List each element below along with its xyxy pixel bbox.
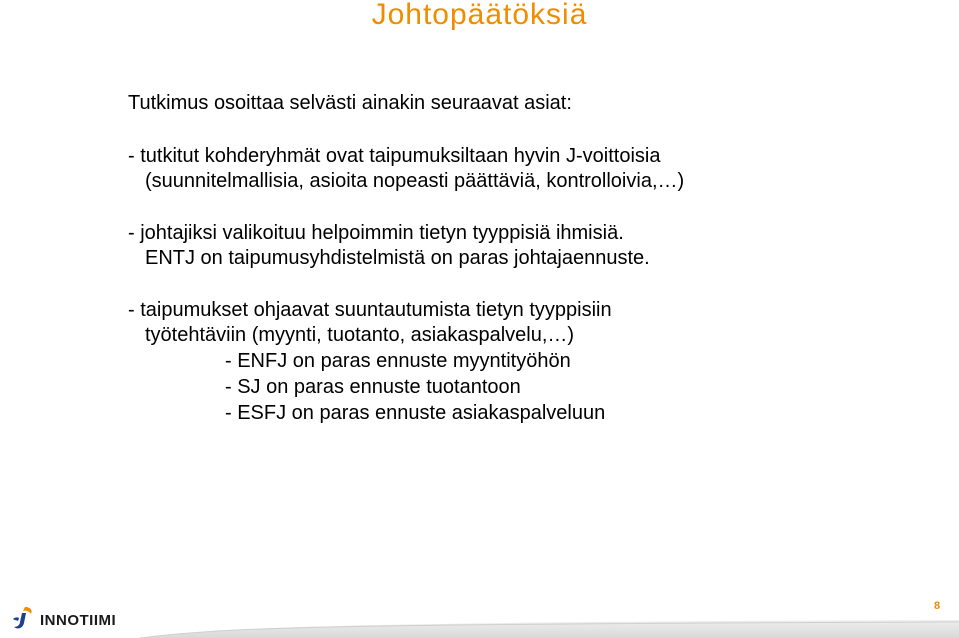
innotiimi-logo — [10, 606, 116, 634]
bullet-line-2: - johtajiksi valikoituu helpoimmin tietyn tyyppisiä ihmisiä. — [128, 222, 624, 244]
bullet-line-1-cont: (suunnitelmallisia, asioita nopeasti päättäviä, kontrolloivia,…) — [145, 170, 685, 192]
bullet-line-3-cont: työtehtäviin (myynti, tuotanto, asiakaspalvelu,…) — [145, 324, 575, 346]
sub-bullet-2: - SJ on paras ennuste tuotantoon — [225, 376, 521, 398]
bullet-line-1: - tutkitut kohderyhmät ovat taipumuksiltaan hyvin J-voittoisia — [128, 145, 661, 167]
sub-bullet-1: - ENFJ on paras ennuste myyntityöhön — [225, 350, 571, 372]
logo-text: INNOTIIMI — [40, 611, 117, 629]
slide-title: Johtopäätöksiä — [371, 0, 588, 31]
bullet-line-3: - taipumukset ohjaavat suuntautumista tietyn tyyppisiin — [128, 299, 612, 321]
innotiimi-logo-icon — [10, 605, 36, 636]
intro-line: Tutkimus osoittaa selvästi ainakin seuraavat asiat: — [128, 92, 572, 114]
bullet-line-2-cont: ENTJ on taipumusyhdistelmistä on paras johtajaennuste. — [145, 247, 650, 269]
page-number: 8 — [934, 600, 941, 612]
footer-bar — [140, 600, 959, 638]
sub-bullet-3: - ESFJ on paras ennuste asiakaspalveluun — [225, 402, 606, 424]
